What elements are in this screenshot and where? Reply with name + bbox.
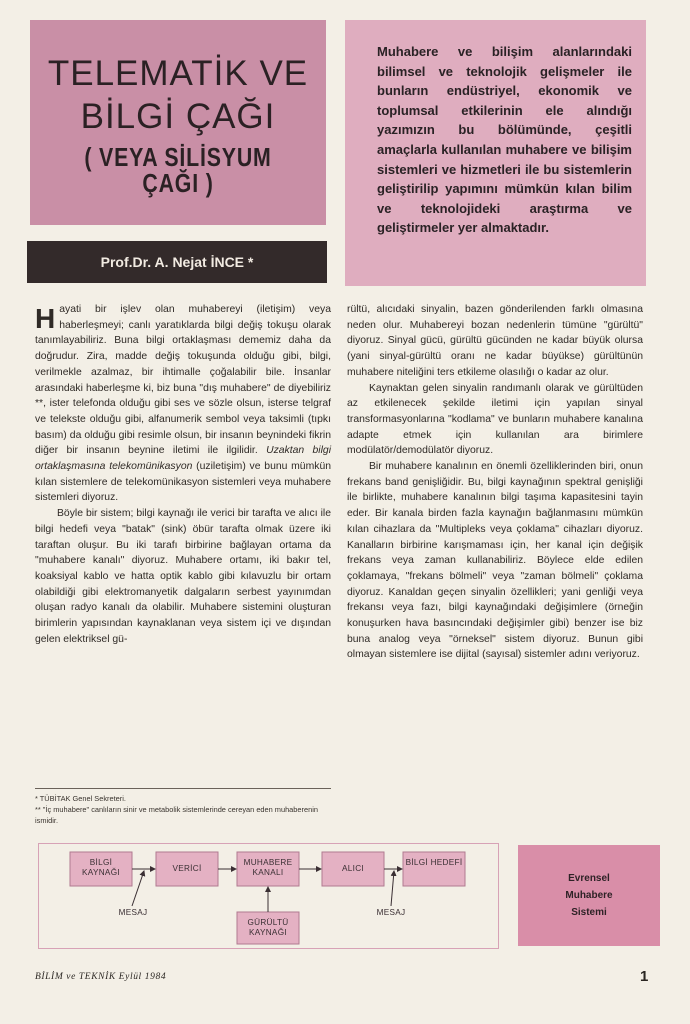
footnote-1: * TÜBİTAK Genel Sekreteri. (35, 794, 126, 803)
paragraph (35, 302, 331, 506)
footnotes (35, 788, 331, 826)
author-bar (27, 241, 327, 283)
author-name: Prof.Dr. A. Nejat İNCE * (100, 254, 254, 270)
label-transmitter: VERİCİ (172, 864, 202, 873)
paragraph: rültü, alıcıdaki sinyalin, bazen gönderilenden farklı olmasına neden olur. Muhabereyi bozan nedenlerin tümüne "gürültü" diyoruz. Sinyal gücü, gürültü gücünden ne kadar büyük olursa (yani sinyal-gürültü oranı ne kadar büyükse) gürültünün muhabere niteliğini ters etkileme olasılığı o kadar az olur. (347, 304, 643, 378)
label-receiver: ALICI (342, 864, 364, 873)
emphasis-text: Uzaktan bilgi ortaklaşmasına telekomünikasyon (35, 445, 331, 473)
caption-line-2: Muhabere (565, 890, 613, 901)
label-source: BİLGİ KAYNAĞI (82, 858, 120, 877)
text-column-right (347, 302, 643, 663)
label-message-out: MESAJ (376, 908, 406, 917)
text-column-left (35, 302, 331, 647)
paragraph: Bir muhabere kanalının en önemli özelliklerinden biri, onun frekans band genişliğidir. Bu, bilgi kaynağının spektral genişliği ile birlikte, muhabere kanalının bilgi taşıma kapasitesini tayin eder. Bir kanala birden fazla kaynağın bağlanmasını mümkün kılan cihazlara da "Multipleks veya çoklama" cihazları diyoruz. Kanalların birbirine karışmaması için, her kanal için değişik frekans veya zaman kullanabiliriz. Böylece elde edilen çoklamaya, "frekans bölmeli" veya "zaman bölmeli" çoklama diyoruz. Kanaldan geçen sinyalin özellikleri; yani genliği veya frekansı veya fazı, bilgi kaynağındaki değişimlere (örneğin konuşurken hava basıncındaki değişimler gibi) benzer ise biz buna analog veya "örneksel" sistem diyoruz. Bunun gibi olmayan sistemlere ise dijital (sayısal) sistemler adını veriyoruz. (347, 461, 643, 661)
label-noise: GÜRÜLTÜ KAYNAĞI (247, 918, 289, 937)
diagram-caption (518, 845, 660, 946)
paragraph: Kaynaktan gelen sinyalin randımanlı olarak ve gürültüden az etkilenecek şekilde iletimi için yapılan sinyal transformasyonlarına "kodlama" ve bunların muhabere kanalına adapte etmek için kullanılan ara birimlere modülatör/demodülatör diyoruz. (347, 382, 643, 457)
article-title-box (30, 20, 326, 225)
title-line-2: BİLGİ ÇAĞI (80, 97, 276, 136)
paragraph: Böyle bir sistem; bilgi kaynağı ile verici bir tarafta ve alıcı ile bilgi hedefi veya "batak" (sink) öbür tarafta olmak üzere iki taraftan oluşur. Bu iki tarafı birbirine bağlayan ortama da "muhabere kanalı" diyoruz. Muhabere ortamı, iki bakır tel, koaksiyal kablo ve hatta optik kablo gibi kılavuzlu bir ortam olabildiği gibi elektromanyetik dalgaların serbest yayınımdan oluşan radyo kanalı da olabilir. Muhabere sistemini oluşturan birimlerin yapısından kaynaklanan veya sistem içi ve dışından gelen elektriksel gü- (35, 508, 331, 645)
label-message-in: MESAJ (118, 908, 148, 917)
title-line-1: TELEMATİK VE (47, 54, 309, 93)
paragraph-text: (uziletişim) ve bunu mümkün kılan sistemlere de telekomünikasyon sistemleri veya muhabere sistemleri diyoruz. (35, 461, 331, 504)
arrow-message-out (391, 871, 394, 906)
drop-cap: H (35, 303, 56, 334)
communication-system-diagram (38, 843, 499, 949)
page-number: 1 (640, 968, 649, 985)
caption-line-1: Evrensel (568, 873, 610, 884)
label-channel: MUHABERE KANALI (243, 858, 293, 877)
caption-line-3: Sistemi (571, 907, 607, 918)
footnote-2: ** "İç muhabere" canlıların sinir ve metabolik sistemlerinde cereyan eden muhaberenin ismidir. (35, 805, 318, 825)
arrow-message-in (132, 871, 144, 906)
label-destination: BİLGİ HEDEFİ (405, 858, 463, 867)
abstract-box (345, 20, 646, 286)
journal-footer: BİLİM ve TEKNİK Eylül 1984 (35, 972, 167, 982)
abstract-text: Muhabere ve bilişim alanlarındaki bilimsel ve teknolojik gelişmeler ile bunların endüstriyel, ekonomik ve toplumsal etkilerinin ele alındığı yazımızın bu bölümünde, çeşitli amaçlarla kullanılan muhabere ve bilişim sistemleri ve hizmetleri ile bu sistemlerin geliştirilip yapımını mümkün kılan bilim ve teknolojideki araştırma ve geliştirmeler yer almaktadır. (377, 44, 632, 236)
title-line-3: ( VEYA SİLİSYUM ÇAĞI ) (84, 142, 272, 198)
paragraph-text: ayati bir işlev olan muhabereyi (iletişim) veya haberleşmeyi; canlı yaratıklarda bilgi değiş tokuşu olarak tanımlayabiliriz. Buna bilgi ortaklaşması dememiz daha da doğrudur. Zira, madde değiş tokuşunda olduğu gibi, bilgi, verilmekle azalmaz, bir ihtimalle çoğalabilir bile. İnsanlar arasındaki haberleşme ki, biz buna "dış muhabere" de diyebiliriz **, ister telefonda olduğu gibi ses ve sözle olsun, isterse telgraf ve telekste olduğu gibi, alfanumerik sembol veya taksimli (tıpkı basım) da olduğu gibi resimle olsun, bir insanın beynindeki fikrin diğer bir insanın beynine iletimi ile ilgilidir. (35, 304, 331, 457)
